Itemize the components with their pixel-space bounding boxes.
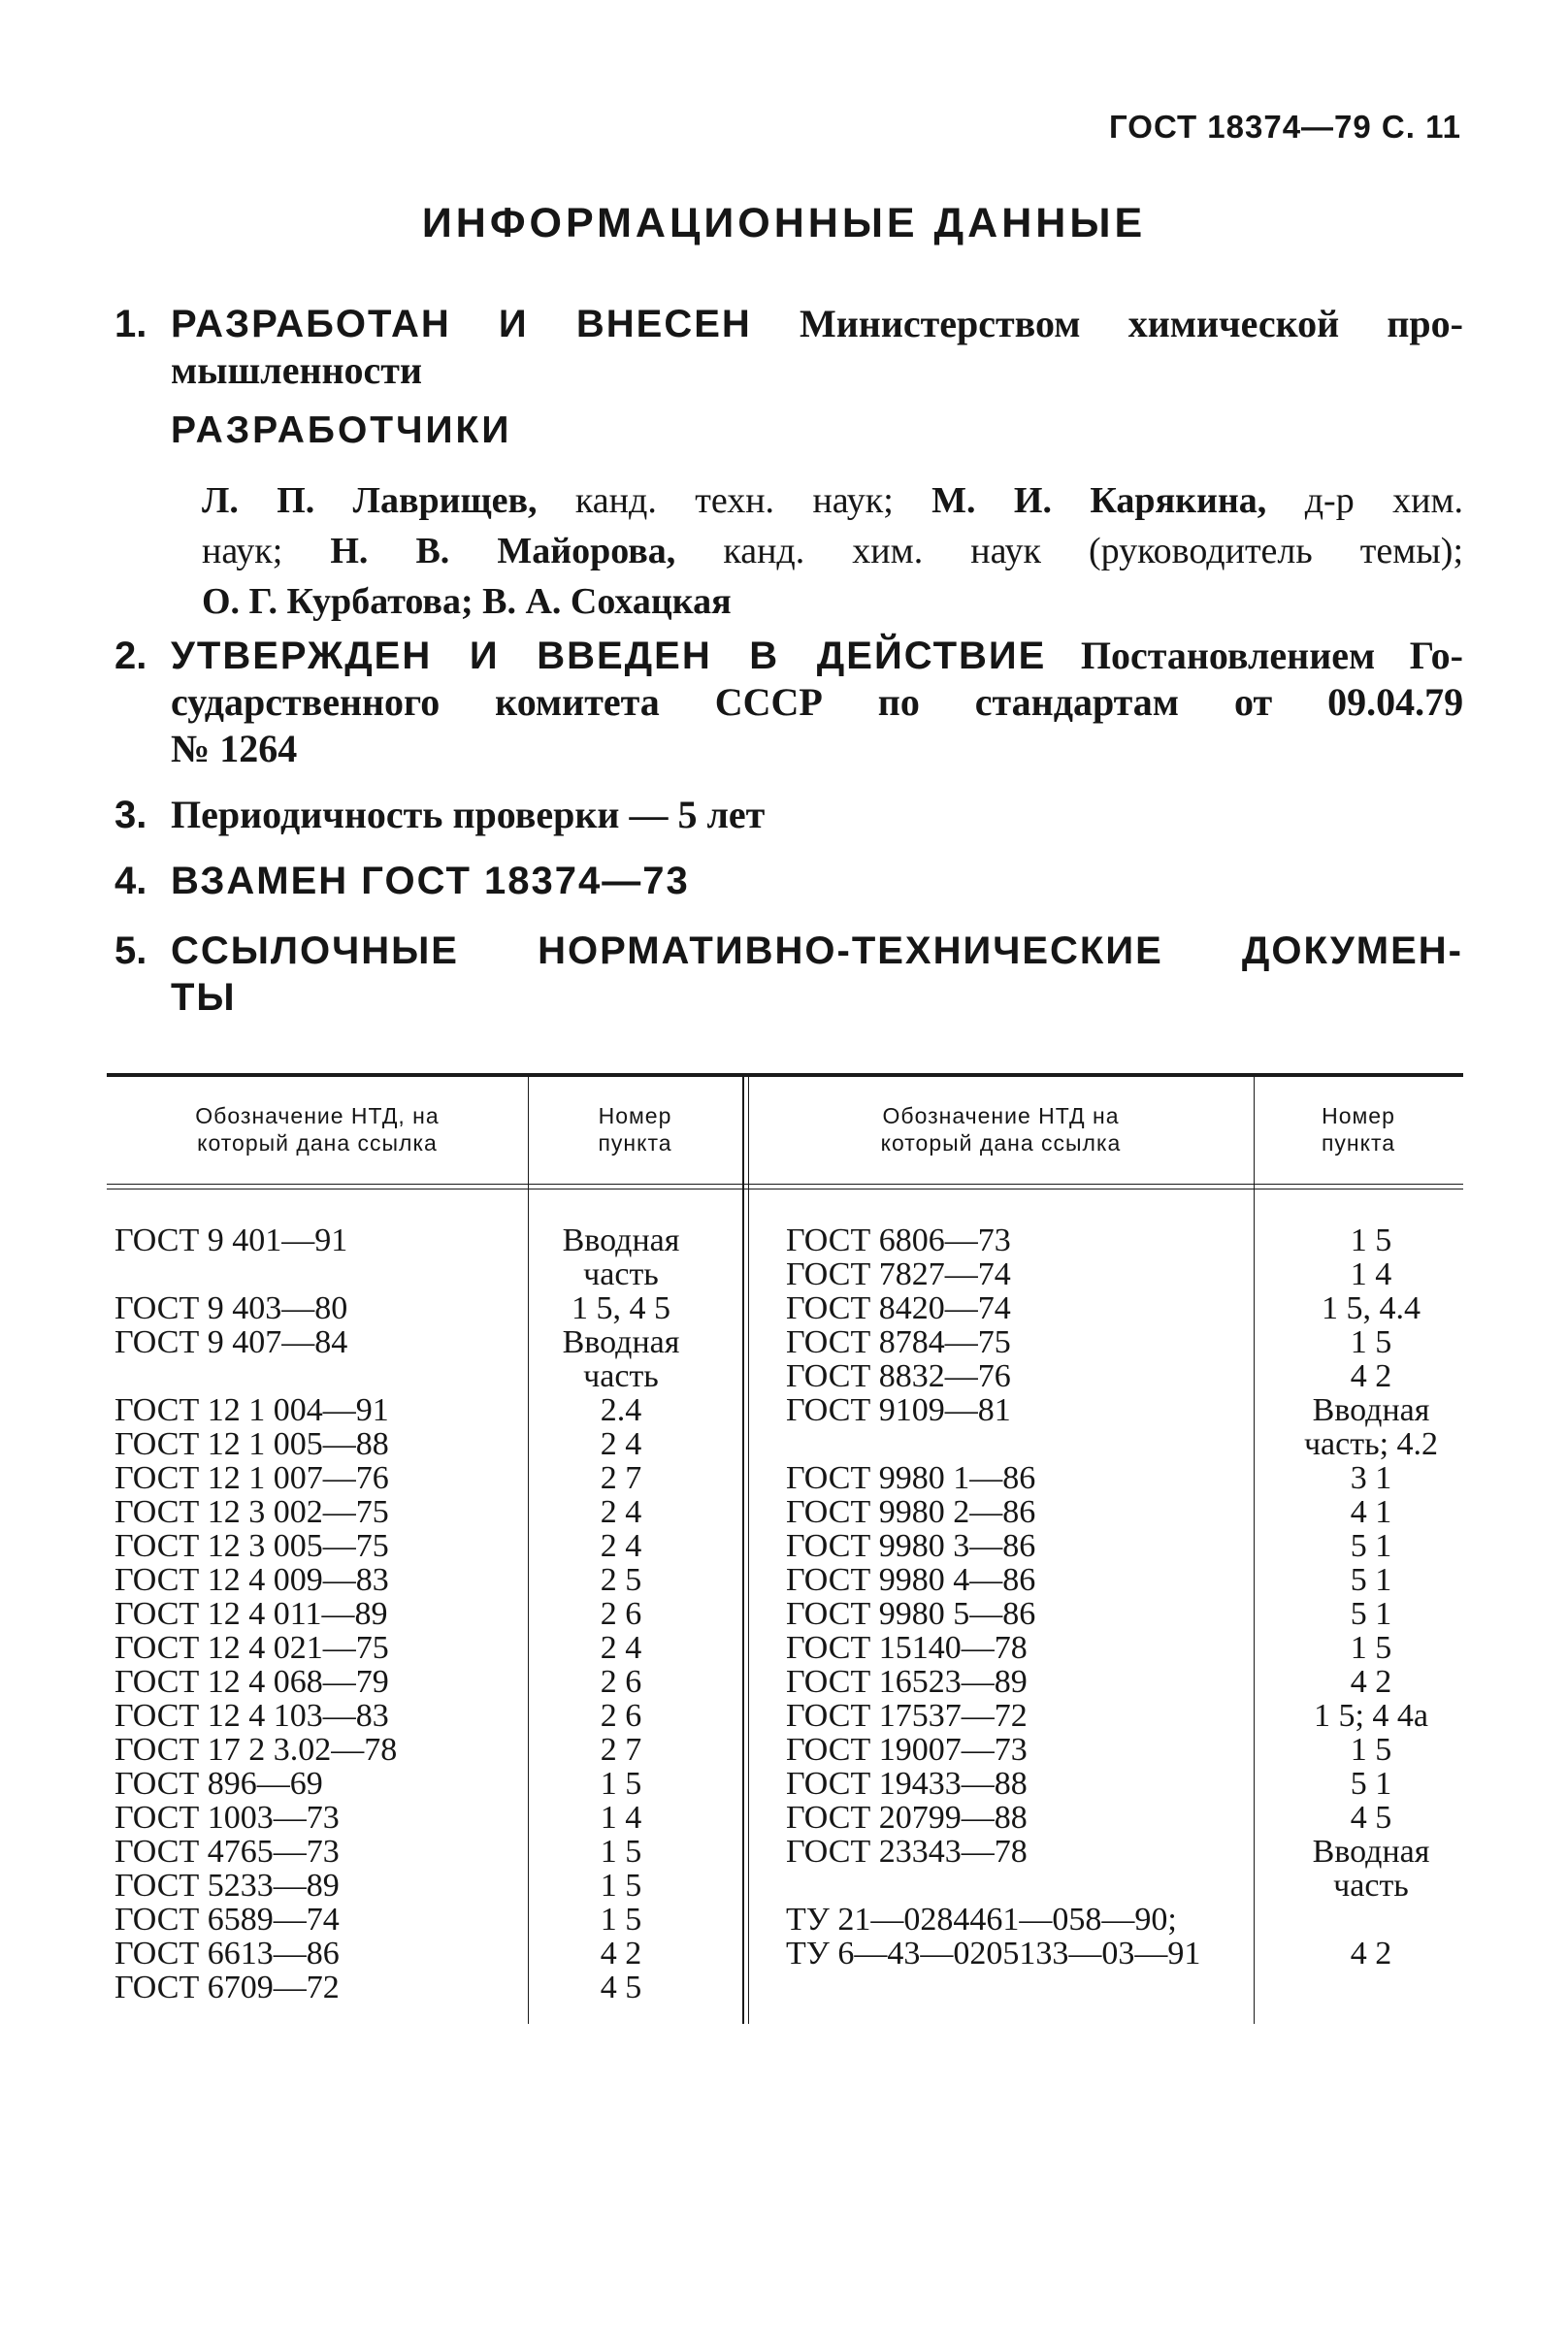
section-2-word: по (877, 680, 920, 724)
left-item-cell: 1 5 (600, 1868, 642, 1904)
left-item-cell: 2 7 (600, 1460, 642, 1496)
right-doc-cell: ГОСТ 19433—88 (786, 1766, 1028, 1802)
header-line: Номер (598, 1103, 672, 1128)
section-5-line-1 (171, 928, 1463, 974)
left-item-cell: 4 5 (600, 1970, 642, 2005)
section-2-word: 09.04.79 (1327, 680, 1464, 724)
left-doc-cell: ГОСТ 12 3 005—75 (114, 1528, 389, 1564)
left-item-cell: 1 5 (600, 1902, 642, 1938)
right-item-cell: часть (1333, 1868, 1409, 1904)
right-doc-cell: ГОСТ 20799—88 (786, 1800, 1028, 1836)
developers-line-3 (202, 576, 1463, 627)
right-item-cell: 5 1 (1350, 1596, 1392, 1632)
section-4-number: 4. (114, 860, 147, 902)
left-doc-cell: ГОСТ 9 403—80 (114, 1290, 348, 1326)
section-4 (114, 858, 1463, 904)
section-1 (114, 301, 1463, 394)
section-2-line-1 (171, 633, 1463, 679)
left-doc-cell: ГОСТ 12 4 068—79 (114, 1664, 389, 1700)
section-4-text: ВЗАМЕН ГОСТ 18374—73 (171, 860, 690, 902)
developers-line-1 (202, 475, 1463, 526)
right-item-cell: 5 1 (1350, 1766, 1392, 1802)
left-item-cell: часть (583, 1256, 659, 1292)
right-item-cell: Вводная (1312, 1392, 1430, 1428)
right-item-cell: 1 5 (1350, 1732, 1392, 1768)
developer-name: Н. В. Майорова, (330, 531, 676, 571)
right-doc-cell: ГОСТ 6806—73 (786, 1222, 1011, 1258)
right-item-cell: Вводная (1312, 1834, 1430, 1870)
right-doc-cell: ГОСТ 9980 3—86 (786, 1528, 1036, 1564)
right-doc-cell: ГОСТ 9980 4—86 (786, 1562, 1036, 1598)
left-doc-cell: ГОСТ 9 401—91 (114, 1222, 348, 1258)
left-item-cell: 1 5 (600, 1766, 642, 1802)
section-1-word: Министерством (799, 302, 1081, 345)
section-2 (114, 633, 1463, 772)
right-doc-cell: ГОСТ 7827—74 (786, 1256, 1011, 1292)
left-doc-cell: ГОСТ 12 4 021—75 (114, 1630, 389, 1666)
right-doc-cell: ГОСТ 17537—72 (786, 1698, 1028, 1734)
right-doc-cell: ТУ 6—43—0205133—03—91 (786, 1936, 1201, 1971)
right-doc-cell: ГОСТ 9109—81 (786, 1392, 1011, 1428)
developer-title: канд. техн. наук; (574, 480, 894, 521)
section-1-line-1 (171, 301, 1463, 347)
section-3 (114, 792, 1463, 838)
section-1-word: химической (1127, 302, 1340, 345)
left-doc-cell: ГОСТ 6613—86 (114, 1936, 340, 1971)
developers-list (202, 475, 1463, 627)
section-1-word: ВНЕСЕН (575, 303, 752, 345)
left-item-cell: 2 4 (600, 1426, 642, 1462)
section-3-number: 3. (114, 794, 147, 836)
header-line: пункта (598, 1130, 672, 1156)
section-5-line-2: ТЫ (171, 976, 237, 1019)
page-title: ИНФОРМАЦИОННЫЕ ДАННЫЕ (421, 200, 1147, 246)
section-1-word: про- (1387, 302, 1463, 345)
left-item-cell: 1 5 (600, 1834, 642, 1870)
left-item-cell: 2 6 (600, 1698, 642, 1734)
header-right-item (1254, 1102, 1463, 1157)
left-doc-cell: ГОСТ 5233—89 (114, 1868, 340, 1904)
developers-label: РАЗРАБОТЧИКИ (171, 409, 512, 451)
left-item-cell: 2 7 (600, 1732, 642, 1768)
running-header: ГОСТ 18374—79 С. 11 (1109, 109, 1461, 145)
header-line: Обозначение НТД, на (195, 1103, 440, 1128)
section-2-word: стандартам (974, 680, 1180, 724)
left-doc-cell: ГОСТ 1003—73 (114, 1800, 340, 1836)
right-doc-cell: ГОСТ 15140—78 (786, 1630, 1028, 1666)
section-2-word: сударственного (171, 680, 441, 724)
left-item-cell: 2.4 (600, 1392, 642, 1428)
left-item-cell: 2 4 (600, 1494, 642, 1530)
right-item-cell: 1 5; 4 4а (1313, 1698, 1429, 1734)
right-item-cell: 1 5 (1350, 1222, 1392, 1258)
right-doc-cell: ГОСТ 9980 1—86 (786, 1460, 1036, 1496)
right-doc-cell: ГОСТ 9980 2—86 (786, 1494, 1036, 1530)
column-divider (748, 1073, 749, 2024)
right-item-cell: 1 5 (1350, 1630, 1392, 1666)
right-item-cell: 1 5 (1350, 1324, 1392, 1360)
developer-title: д-р хим. (1304, 480, 1463, 521)
section-2-line-3: № 1264 (171, 727, 298, 770)
developer-title: наук; (202, 531, 283, 571)
left-doc-cell: ГОСТ 12 3 002—75 (114, 1494, 389, 1530)
section-3-text: Периодичность проверки — 5 лет (171, 793, 766, 836)
right-item-cell: 1 4 (1350, 1256, 1392, 1292)
developers-line-2 (202, 526, 1463, 576)
right-doc-cell: ГОСТ 23343—78 (786, 1834, 1028, 1870)
right-item-cell: 4 2 (1350, 1358, 1392, 1394)
right-item-cell: 5 1 (1350, 1562, 1392, 1598)
left-doc-cell: ГОСТ 12 1 007—76 (114, 1460, 389, 1496)
right-doc-cell: ГОСТ 8784—75 (786, 1324, 1011, 1360)
left-doc-cell: ГОСТ 12 4 009—83 (114, 1562, 389, 1598)
left-item-cell: Вводная (562, 1222, 680, 1258)
header-line: который дана ссылка (197, 1130, 438, 1156)
left-item-cell: 2 6 (600, 1664, 642, 1700)
left-item-cell: Вводная (562, 1324, 680, 1360)
developer-title: канд. хим. наук (руководитель темы); (723, 531, 1464, 571)
section-5 (114, 928, 1463, 1021)
header-line: который дана ссылка (880, 1130, 1122, 1156)
developer-name: М. И. Карякина, (931, 480, 1267, 521)
left-item-cell: 4 2 (600, 1936, 642, 1971)
right-doc-cell: ГОСТ 19007—73 (786, 1732, 1028, 1768)
right-doc-cell: ГОСТ 8420—74 (786, 1290, 1011, 1326)
section-1-number: 1. (114, 303, 147, 345)
section-5-number: 5. (114, 929, 147, 972)
right-item-cell: 4 2 (1350, 1936, 1392, 1971)
section-5-word: ДОКУМЕН- (1241, 929, 1463, 972)
left-item-cell: 2 4 (600, 1630, 642, 1666)
left-item-cell: 2 6 (600, 1596, 642, 1632)
left-doc-cell: ГОСТ 896—69 (114, 1766, 323, 1802)
section-2-line-2 (171, 679, 1463, 726)
section-2-text: Постановлением Го- (1080, 634, 1463, 677)
column-divider (742, 1073, 744, 2024)
left-doc-cell: ГОСТ 6709—72 (114, 1970, 340, 2005)
header-line: пункта (1321, 1130, 1396, 1156)
left-doc-cell: ГОСТ 17 2 3.02—78 (114, 1732, 398, 1768)
left-doc-cell: ГОСТ 12 4 103—83 (114, 1698, 389, 1734)
section-2-number: 2. (114, 635, 147, 677)
references-table (107, 1073, 1463, 2034)
right-item-cell: 4 5 (1350, 1800, 1392, 1836)
section-2-caps: УТВЕРЖДЕН И ВВЕДЕН В ДЕЙСТВИЕ (171, 635, 1047, 677)
left-item-cell: 2 5 (600, 1562, 642, 1598)
section-5-word: ССЫЛОЧНЫЕ (171, 929, 459, 972)
section-2-word: комитета (495, 680, 660, 724)
left-doc-cell: ГОСТ 12 4 011—89 (114, 1596, 388, 1632)
section-1-word: И (498, 303, 529, 345)
right-item-cell: часть; 4.2 (1303, 1426, 1439, 1462)
left-doc-cell: ГОСТ 6589—74 (114, 1902, 340, 1938)
section-1-line-2: мышленности (171, 348, 422, 392)
left-item-cell: часть (583, 1358, 659, 1394)
header-line: Обозначение НТД на (882, 1103, 1120, 1128)
column-divider (1254, 1073, 1255, 2024)
section-2-word: от (1234, 680, 1273, 724)
left-item-cell: 1 5, 4 5 (572, 1290, 670, 1326)
left-doc-cell: ГОСТ 12 1 005—88 (114, 1426, 389, 1462)
developer-name: Л. П. Лаврищев, (202, 480, 538, 521)
right-item-cell: 4 1 (1350, 1494, 1392, 1530)
section-2-word: СССР (714, 680, 823, 724)
section-1-word: РАЗРАБОТАН (171, 303, 451, 345)
left-item-cell: 1 4 (600, 1800, 642, 1836)
right-doc-cell: ГОСТ 16523—89 (786, 1664, 1028, 1700)
header-left-designation (107, 1102, 528, 1157)
developer-name: О. Г. Курбатова; В. А. Сохацкая (202, 581, 732, 622)
right-item-cell: 5 1 (1350, 1528, 1392, 1564)
table-header-rule (107, 1184, 1463, 1185)
right-item-cell: 3 1 (1350, 1460, 1392, 1496)
header-left-item (528, 1102, 742, 1157)
column-divider (528, 1073, 529, 2024)
left-doc-cell: ГОСТ 12 1 004—91 (114, 1392, 389, 1428)
header-line: Номер (1322, 1103, 1395, 1128)
right-item-cell: 1 5, 4.4 (1322, 1290, 1421, 1326)
right-doc-cell: ГОСТ 8832—76 (786, 1358, 1011, 1394)
left-doc-cell: ГОСТ 9 407—84 (114, 1324, 348, 1360)
left-doc-cell: ГОСТ 4765—73 (114, 1834, 340, 1870)
table-top-rule (107, 1073, 1463, 1077)
right-doc-cell: ТУ 21—0284461—058—90; (786, 1902, 1177, 1938)
right-doc-cell: ГОСТ 9980 5—86 (786, 1596, 1036, 1632)
left-item-cell: 2 4 (600, 1528, 642, 1564)
section-5-word: НОРМАТИВНО-ТЕХНИЧЕСКИЕ (538, 929, 1163, 972)
header-right-designation (748, 1102, 1254, 1157)
right-item-cell: 4 2 (1350, 1664, 1392, 1700)
